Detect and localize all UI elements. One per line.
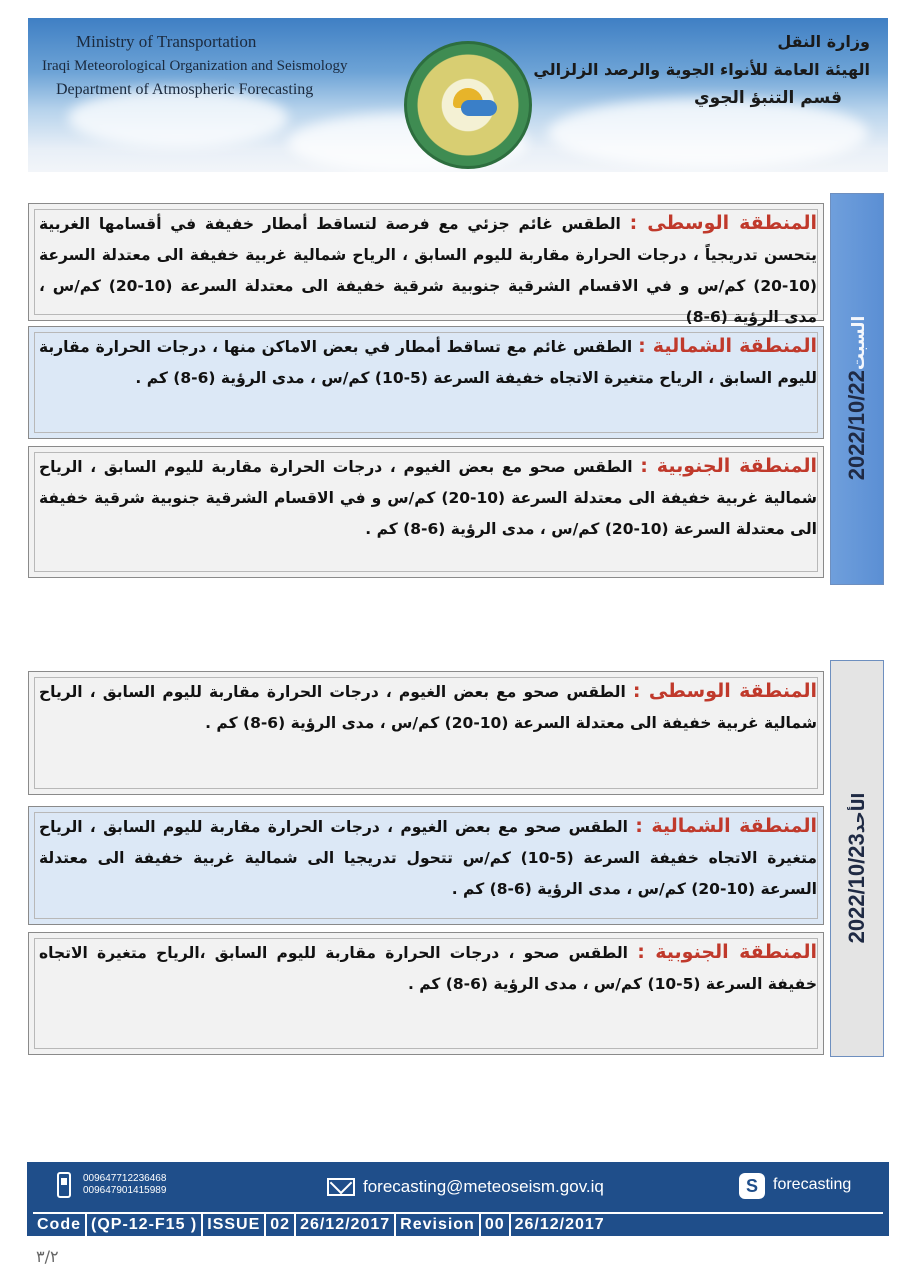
revision-label: Revision [396, 1214, 481, 1236]
organization-name-en: Iraqi Meteorological Organization and Seismology [42, 58, 348, 74]
day-name: السبت [849, 315, 869, 371]
forecast-day-2 [28, 660, 888, 1057]
header-arabic [533, 28, 870, 112]
region-text: الطقس صحو مع بعض الغيوم ، درجات الحرارة مقاربة لليوم السابق ، الرياح متغيرة الاتجاه خفيفة السرعة (5-10) كم/س تتحول تدريجيا الى شمالية غربية خفيفة الى معتدلة السرعة (10-20) كم/س ، مدى الرؤية (6-8) كم . [39, 818, 818, 898]
organization-logo [404, 41, 532, 169]
phone-numbers [83, 1173, 166, 1197]
issue-label: ISSUE [203, 1214, 266, 1236]
department-name-en: Department of Atmospheric Forecasting [56, 81, 314, 98]
region-text: الطقس غائم جزئي مع فرصة لتساقط أمطار خفيفة في أقسامها الغربية يتحسن تدريجياً ، درجات الحرارة مقاربة لليوم السابق ، الرياح شمالية غربية خفيفة الى معتدلة السرعة (10-20) كم/س و في الاقسام الشرقية جنوبية شرقية خفيفة الى معتدلة السرعة (10-20) كم/س ، مدى الرؤية (6-8) [39, 215, 818, 326]
header-banner [28, 18, 888, 172]
document-codes [33, 1212, 883, 1236]
issue-number: 02 [266, 1214, 296, 1236]
phone-number-2: 009647901415989 [83, 1185, 167, 1196]
footer-bar [27, 1162, 889, 1236]
region-name: المنطقة الشمالية : [638, 335, 817, 357]
region-name: المنطقة الجنوبية : [637, 941, 817, 963]
page-number: ٣/٢ [36, 1247, 59, 1266]
region-name: المنطقة الوسطى : [632, 680, 817, 702]
ministry-name-en: Ministry of Transportation [76, 32, 257, 51]
region-text: الطقس صحو مع بعض الغيوم ، درجات الحرارة مقاربة لليوم السابق ، الرياح شمالية غربية خفيفة الى معتدلة السرعة (10-20) كم/س ، مدى الرؤية (6-8) كم . [39, 683, 817, 732]
revision-number: 00 [481, 1214, 511, 1236]
region-name: المنطقة الجنوبية : [640, 455, 817, 477]
code-value: (QP-12-F15 ) [87, 1214, 203, 1236]
email-link[interactable]: forecasting@meteoseism.gov.iq [363, 1177, 604, 1196]
revision-date: 26/12/2017 [514, 1216, 605, 1233]
department-name-ar: قسم التنبؤ الجوي [694, 88, 842, 108]
organization-name-ar: الهيئة العامة للأنواء الجوية والرصد الزلزالي [533, 60, 870, 79]
skype-handle: forecasting [773, 1176, 852, 1193]
region-south [28, 446, 824, 578]
region-name: المنطقة الوسطى : [629, 212, 817, 234]
phone-number-1: 009647712236468 [83, 1173, 167, 1184]
region-central [28, 203, 824, 326]
mail-icon [327, 1178, 355, 1196]
day-date: 2022/10/23 [844, 832, 869, 943]
day-name: الأحد [849, 792, 869, 833]
skype-icon: S [739, 1173, 765, 1199]
code-label: Code [33, 1214, 87, 1236]
region-south [28, 932, 824, 1055]
region-text: الطقس غائم مع تساقط أمطار في بعض الاماكن منها ، درجات الحرارة مقاربة لليوم السابق ، الرياح متغيرة الاتجاه خفيفة السرعة (5-10) كم/س ، مدى الرؤية (6-8) كم . [39, 338, 817, 387]
region-north [28, 326, 824, 439]
day-date: 2022/10/22 [844, 370, 869, 481]
day-label-bar [830, 660, 884, 1057]
header-english [42, 30, 347, 102]
forecast-day-1 [28, 193, 888, 585]
day-label-bar [830, 193, 884, 585]
cloud-icon [461, 100, 497, 116]
region-north [28, 806, 824, 925]
issue-date: 26/12/2017 [296, 1214, 396, 1236]
region-text: الطقس صحو مع بعض الغيوم ، درجات الحرارة مقاربة لليوم السابق ، الرياح شمالية غربية خفيفة الى معتدلة السرعة (10-20) كم/س و في الاقسام الشرقية جنوبية شرقية خفيفة الى معتدلة السرعة (10-20) كم/س ، مدى الرؤية (6-8) كم . [39, 458, 817, 538]
ministry-name-ar: وزارة النقل [777, 32, 870, 51]
region-central [28, 671, 824, 795]
phone-icon [57, 1172, 71, 1198]
region-name: المنطقة الشمالية : [635, 815, 817, 837]
region-text: الطقس صحو ، درجات الحرارة مقاربة لليوم السابق ،الرياح متغيرة الاتجاه خفيفة السرعة (5-10) كم/س ، مدى الرؤية (6-8) كم . [39, 944, 817, 993]
